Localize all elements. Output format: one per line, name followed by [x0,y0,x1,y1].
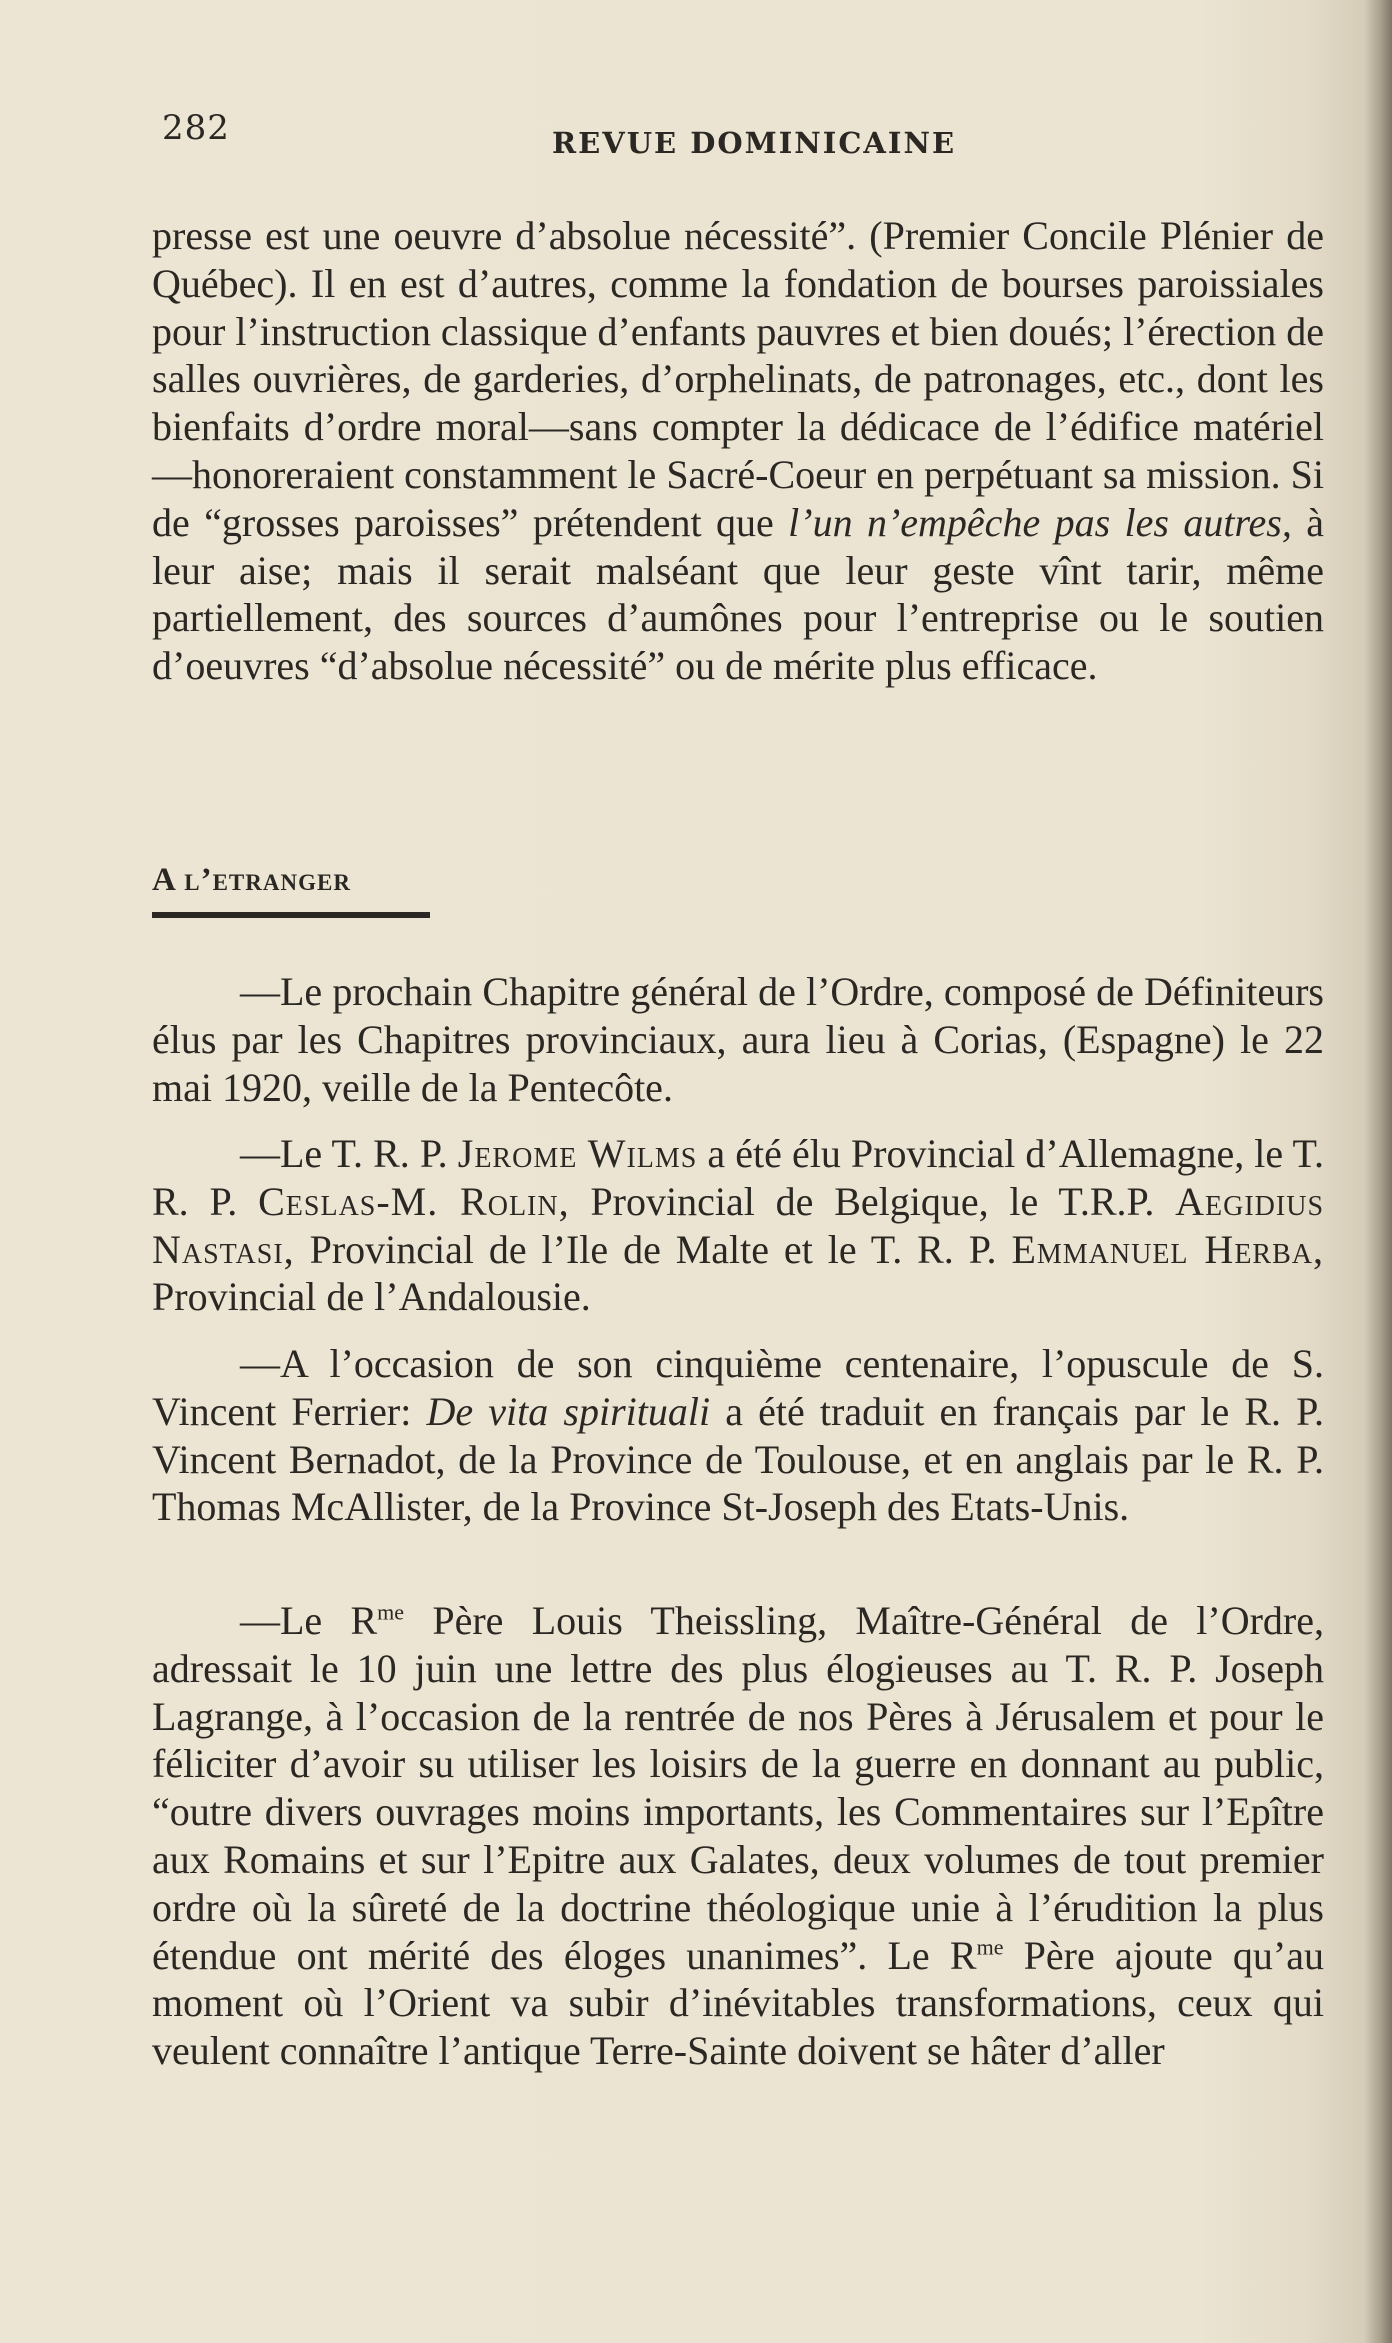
text: a été élu Provincial d’Allemagne, le T. R. P. [152,1131,1325,1224]
book-title: De vita spirituali [426,1388,711,1434]
section-underline [152,912,430,918]
person-name: Aegidius Nastasi, [152,1178,1325,1272]
text: Père Louis Theissling, Maître-Général de l’Ordre, adressait le 10 juin une lettre des plus élogieuses au T. R. P. Joseph Lagrange, à l’occasion de la rentrée de nos Pères à Jérusalem et pour le féliciter d’avoir su utiliser les loisirs de la guerre en donnant au public, “outre divers ouvrages moins importants, les Commentaires sur l’Epître aux Romains et sur l’Epitre aux Galates, deux volumes de tout premier ordre où la sûreté de la doctrine théologique unie à l’érudition la plus étendue ont mérité des éloges unanimes”. Le R [152,1598,1324,1978]
news-item-chapter: —Le prochain Chapitre général de l’Ordre, composé de Définiteurs élus par les Chapitres provinciaux, aura lieu à Corias, (Espagne) le 22 mai 1920, veille de la Pentecôte. [152,969,1324,1110]
news-item-letter [152,1597,1324,2075]
page-number: 282 [162,108,230,148]
intro-paragraph [152,212,1324,690]
page-spine-shadow [1364,0,1392,2343]
intro-text-1: presse est une oeuvre d’absolue nécessité”. (Premier Concile Plénier de Québec). Il en est d’autres, comme la fondation de bourses paroissiales pour l’instruction classique d’enfants pauvres et bien doués; l’érection de salles ouvrières, de garderies, d’orphelinats, de patronages, etc., dont les bienfaits d’ordre moral—sans compter la dédicace de l’édifice matériel—honoreraient constamment le Sacré-Coeur en perpétuant sa mission. Si de “grosses paroisses” prétendent que [152,213,1324,545]
person-name: Ceslas-M. Rolin, [258,1178,570,1224]
text: Provincial de l’Andalousie. [152,1274,591,1320]
text: —A l’occasion de son cinquième centenaire, l’opuscule de S. Vincent Ferrier: [152,1341,1324,1434]
text: Provincial de l’Ile de Malte et le T. R. P. [294,1226,1012,1272]
text: Père ajoute qu’au moment où l’Orient va subir d’inévitables transformations, ceux qui veulent connaître l’antique Terre-Sainte doivent se hâter d’aller [152,1932,1324,2074]
text: Provincial de Belgique, le T.R.P. [569,1178,1176,1224]
superscript: me [377,1599,405,1625]
news-item-provincials [152,1130,1324,1321]
text: a été traduit en français par le R. P. Vincent Bernadot, de la Province de Toulouse, et en anglais par le R. P. Thomas McAllister, de la Province St-Joseph des Etats-Unis. [152,1388,1324,1530]
text: —Le R [240,1598,378,1643]
intro-text-2: à leur aise; mais il serait malséant que leur geste vînt tarir, même partiellement, des sources d’aumônes pour l’entreprise ou le soutien d’oeuvres “d’absolue nécessité” ou de mérite plus efficace. [152,499,1324,689]
intro-italic-quote: l’un n’empêche pas les autres, [788,499,1292,545]
person-name: Emmanuel Herba, [1011,1226,1324,1272]
section-title: A l’etranger [152,862,351,898]
superscript: me [976,1934,1004,1960]
running-head: REVUE DOMINICAINE [552,126,957,160]
page-header [162,108,1312,158]
person-name: Jerome Wilms [457,1131,698,1176]
text: —Le T. R. P. [240,1131,458,1176]
news-item-translation [152,1340,1324,1531]
